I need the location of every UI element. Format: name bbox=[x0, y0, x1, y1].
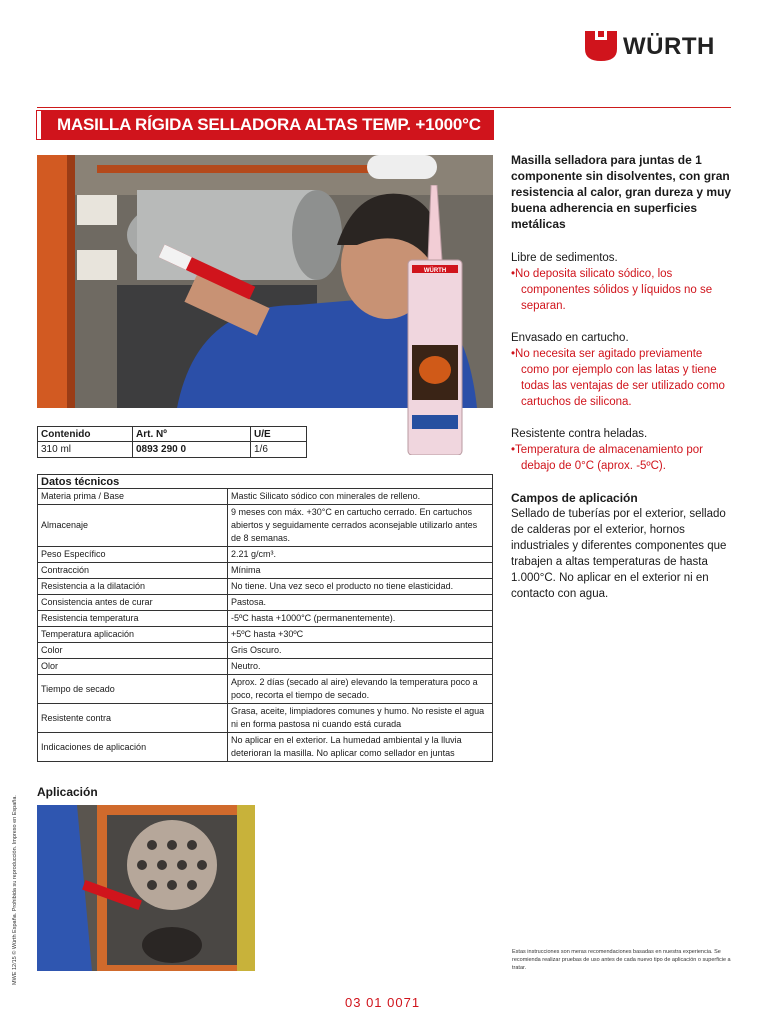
tech-key: Tiempo de secado bbox=[38, 675, 228, 704]
applications-text: Sellado de tuberías por el exterior, sellado de calderas por el exterior, hornos industriales y diferentes componentes que trabajen a altas temperaturas de hasta 1.000°C. No aplicar en el exterior ni en contacto con agua. bbox=[511, 508, 727, 600]
title-bar bbox=[37, 111, 493, 139]
tech-key: Materia prima / Base bbox=[38, 489, 228, 505]
wurth-logo-mark-icon bbox=[585, 31, 617, 61]
tech-key: Consistencia antes de curar bbox=[38, 595, 228, 611]
tech-value: Grasa, aceite, limpiadores comunes y humo. No resiste el agua ni en forma pastosa ni cuando está curada bbox=[228, 704, 493, 733]
tech-key: Temperatura aplicación bbox=[38, 627, 228, 643]
feature-title: Libre de sedimentos. bbox=[511, 252, 618, 264]
applications-section bbox=[511, 490, 733, 602]
page-number: 03 01 0071 bbox=[345, 995, 421, 1010]
tech-value: Gris Oscuro. bbox=[228, 643, 493, 659]
feature-block bbox=[511, 330, 733, 410]
page-title: MASILLA RÍGIDA SELLADORA ALTAS TEMP. +1000°C bbox=[57, 115, 481, 134]
table-row bbox=[38, 563, 493, 579]
tech-key: Olor bbox=[38, 659, 228, 675]
applications-title: Campos de aplicación bbox=[511, 491, 638, 505]
table-row bbox=[38, 675, 493, 704]
table-row bbox=[38, 659, 493, 675]
feature-title: Envasado en cartucho. bbox=[511, 332, 629, 344]
tech-key: Resistencia a la dilatación bbox=[38, 579, 228, 595]
table-row bbox=[38, 704, 493, 733]
disclaimer: Estas instrucciones son meras recomendaciones basadas en nuestra experiencia. Se recomienda realizar pruebas de uso antes de cada nuevo tipo de aplicación o superficie a tratar. bbox=[512, 949, 731, 971]
feature-block bbox=[511, 250, 733, 314]
tech-key: Resistente contra bbox=[38, 704, 228, 733]
table-row bbox=[38, 733, 493, 762]
tech-value: 9 meses con máx. +30°C en cartucho cerrado. En cartuchos abiertos y seguidamente cerrados aconsejable utilizarlo antes de 8 semanas. bbox=[228, 505, 493, 547]
table-row bbox=[38, 627, 493, 643]
cell-art-no: 0893 290 0 bbox=[133, 442, 251, 458]
brand-name: WÜRTH bbox=[623, 33, 715, 60]
table-row bbox=[38, 547, 493, 563]
tech-value: No tiene. Una vez seco el producto no tiene elasticidad. bbox=[228, 579, 493, 595]
table-row bbox=[38, 595, 493, 611]
tech-key: Resistencia temperatura bbox=[38, 611, 228, 627]
feature-detail: • No deposita silicato sódico, los componentes sólidos y líquidos no se separan. bbox=[511, 266, 733, 314]
product-table bbox=[37, 426, 307, 458]
tech-key: Peso Específico bbox=[38, 547, 228, 563]
table-row bbox=[38, 611, 493, 627]
application-photo bbox=[37, 805, 255, 971]
tech-key: Almacenaje bbox=[38, 505, 228, 547]
header-rule bbox=[37, 107, 731, 108]
tech-key: Indicaciones de aplicación bbox=[38, 733, 228, 762]
tech-value: Mastic Silicato sódico con minerales de relleno. bbox=[228, 489, 493, 505]
cell-ue: 1/6 bbox=[251, 442, 307, 458]
header-contenido: Contenido bbox=[38, 427, 133, 442]
feature-title: Resistente contra heladas. bbox=[511, 428, 648, 440]
application-title: Aplicación bbox=[37, 785, 98, 799]
table-row bbox=[38, 489, 493, 505]
tech-table bbox=[37, 488, 493, 762]
cartridge-image bbox=[406, 185, 464, 455]
table-row bbox=[38, 442, 307, 458]
feature-detail: • No necesita ser agitado previamente como por ejemplo con las latas y tiene todas las ventajas de ser utilizado como cartuchos de silicona. bbox=[511, 346, 733, 410]
tech-value: No aplicar en el exterior. La humedad ambiental y la lluvia deterioran la masilla. No aplicar como sellador en juntas bbox=[228, 733, 493, 762]
tech-value: Pastosa. bbox=[228, 595, 493, 611]
table-row bbox=[38, 579, 493, 595]
cell-contenido: 310 ml bbox=[38, 442, 133, 458]
table-row bbox=[38, 643, 493, 659]
side-note: MWE 12/15 © Würth España. Prohibida su reproducción. Impreso en España. bbox=[12, 795, 18, 985]
tech-value: Neutro. bbox=[228, 659, 493, 675]
cartridge-brand: WÜRTH bbox=[423, 268, 447, 274]
table-row bbox=[38, 505, 493, 547]
header-art-no: Art. Nº bbox=[133, 427, 251, 442]
feature-detail: • Temperatura de almacenamiento por debajo de 0°C (aprox. -5ºC). bbox=[511, 442, 733, 474]
product-intro: Masilla selladora para juntas de 1 componente sin disolventes, con gran resistencia al calor, gran dureza y muy buena adherencia en superficies metálicas bbox=[511, 153, 732, 231]
tech-title: Datos técnicos bbox=[37, 474, 493, 488]
tech-key: Contracción bbox=[38, 563, 228, 579]
header-ue: U/E bbox=[251, 427, 307, 442]
tech-value: +5ºC hasta +30ºC bbox=[228, 627, 493, 643]
tech-value: 2.21 g/cm³. bbox=[228, 547, 493, 563]
feature-block bbox=[511, 426, 733, 474]
tech-value: Mínima bbox=[228, 563, 493, 579]
tech-key: Color bbox=[38, 643, 228, 659]
tech-value: -5ºC hasta +1000°C (permanentemente). bbox=[228, 611, 493, 627]
tech-value: Aprox. 2 días (secado al aire) elevando la temperatura poco a poco, recorta el tiempo de secado. bbox=[228, 675, 493, 704]
wurth-logo bbox=[585, 31, 735, 61]
